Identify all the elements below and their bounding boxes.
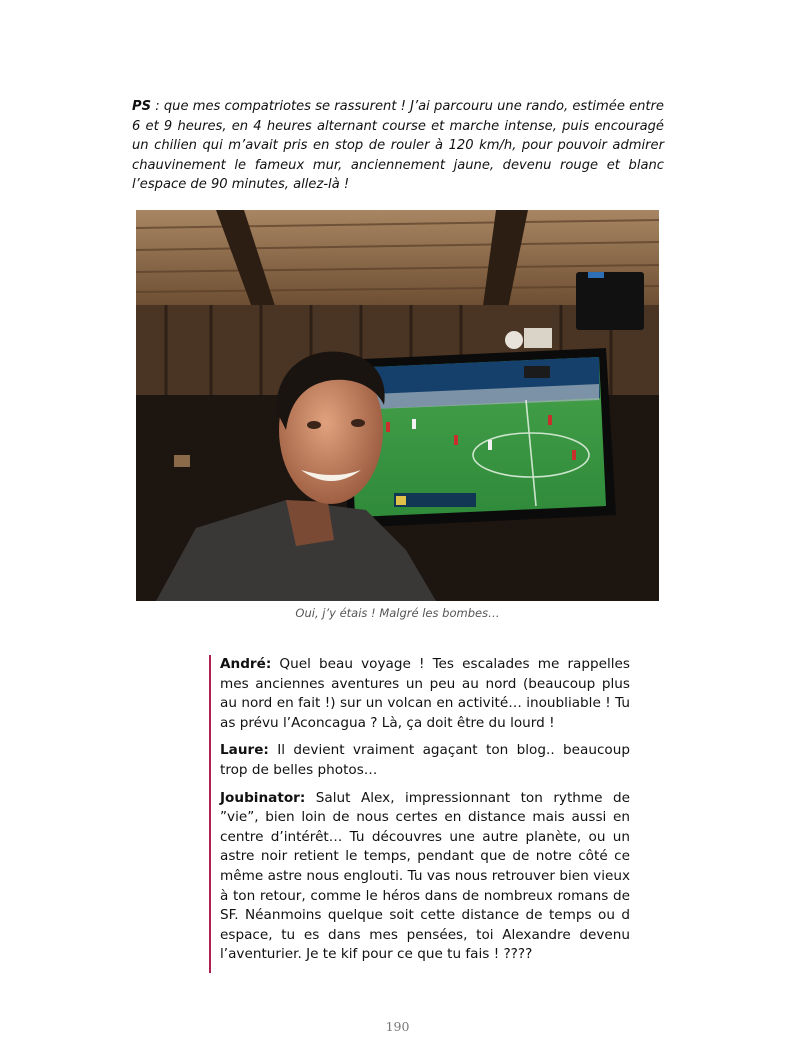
- comment-text: Quel beau voyage ! Tes escalades me rappelles mes anciennes aventures un peu au nord (beaucoup plus au nord en fait !) sur un volcan en activité… inoubliable ! Tu as prévu l’Aconcagua ? Là, ça doit être du lourd !: [220, 656, 630, 731]
- ps-label: PS: [132, 99, 152, 114]
- page-number: 190: [385, 1019, 410, 1034]
- comment-joubinator: [220, 789, 630, 965]
- comment-text: Salut Alex, impressionnant ton rythme de ”vie”, bien loin de nous certes en distance mais aussi en centre d’intérêt… Tu découvres une autre planète, ou un astre noir retient le temps, pendant que de notre côté ce même astre nous englouti. Tu vas nous retrouver bien vieux à ton retour, comme le héros dans de nombreux romans de SF. Néanmoins quelque soit cette distance de temps ou d espace, tu es dans mes pensées, toi Alexandre devenu l’aventurier. Je te kif pour ce que tu fais ! ????: [220, 789, 630, 963]
- comment-andre: [220, 655, 630, 733]
- photo-selfie-tv: [136, 210, 659, 601]
- ps-text: : que mes compatriotes se rassurent ! J’ai parcouru une rando, estimée entre 6 et 9 heures, en 4 heures alternant course et marche intense, puis encouragé un chilien qui m’avait pris en stop de rouler à 120 km/h, pour pouvoir admirer chauvinement le fameux mur, anciennement jaune, devenu rouge et blanc l’espace de 90 minutes, allez-là !: [132, 99, 664, 193]
- comment-author: Joubinator:: [220, 789, 306, 806]
- ps-paragraph: [132, 97, 664, 195]
- comment-text: Il devient vraiment agaçant ton blog.. beaucoup trop de belles photos…: [220, 742, 630, 778]
- comment-laure: [220, 741, 630, 780]
- comments-section: [209, 655, 630, 973]
- comment-author: Laure:: [220, 742, 269, 759]
- comment-author: André:: [220, 656, 272, 672]
- photo-caption: Oui, j’y étais ! Malgré les bombes…: [295, 606, 500, 620]
